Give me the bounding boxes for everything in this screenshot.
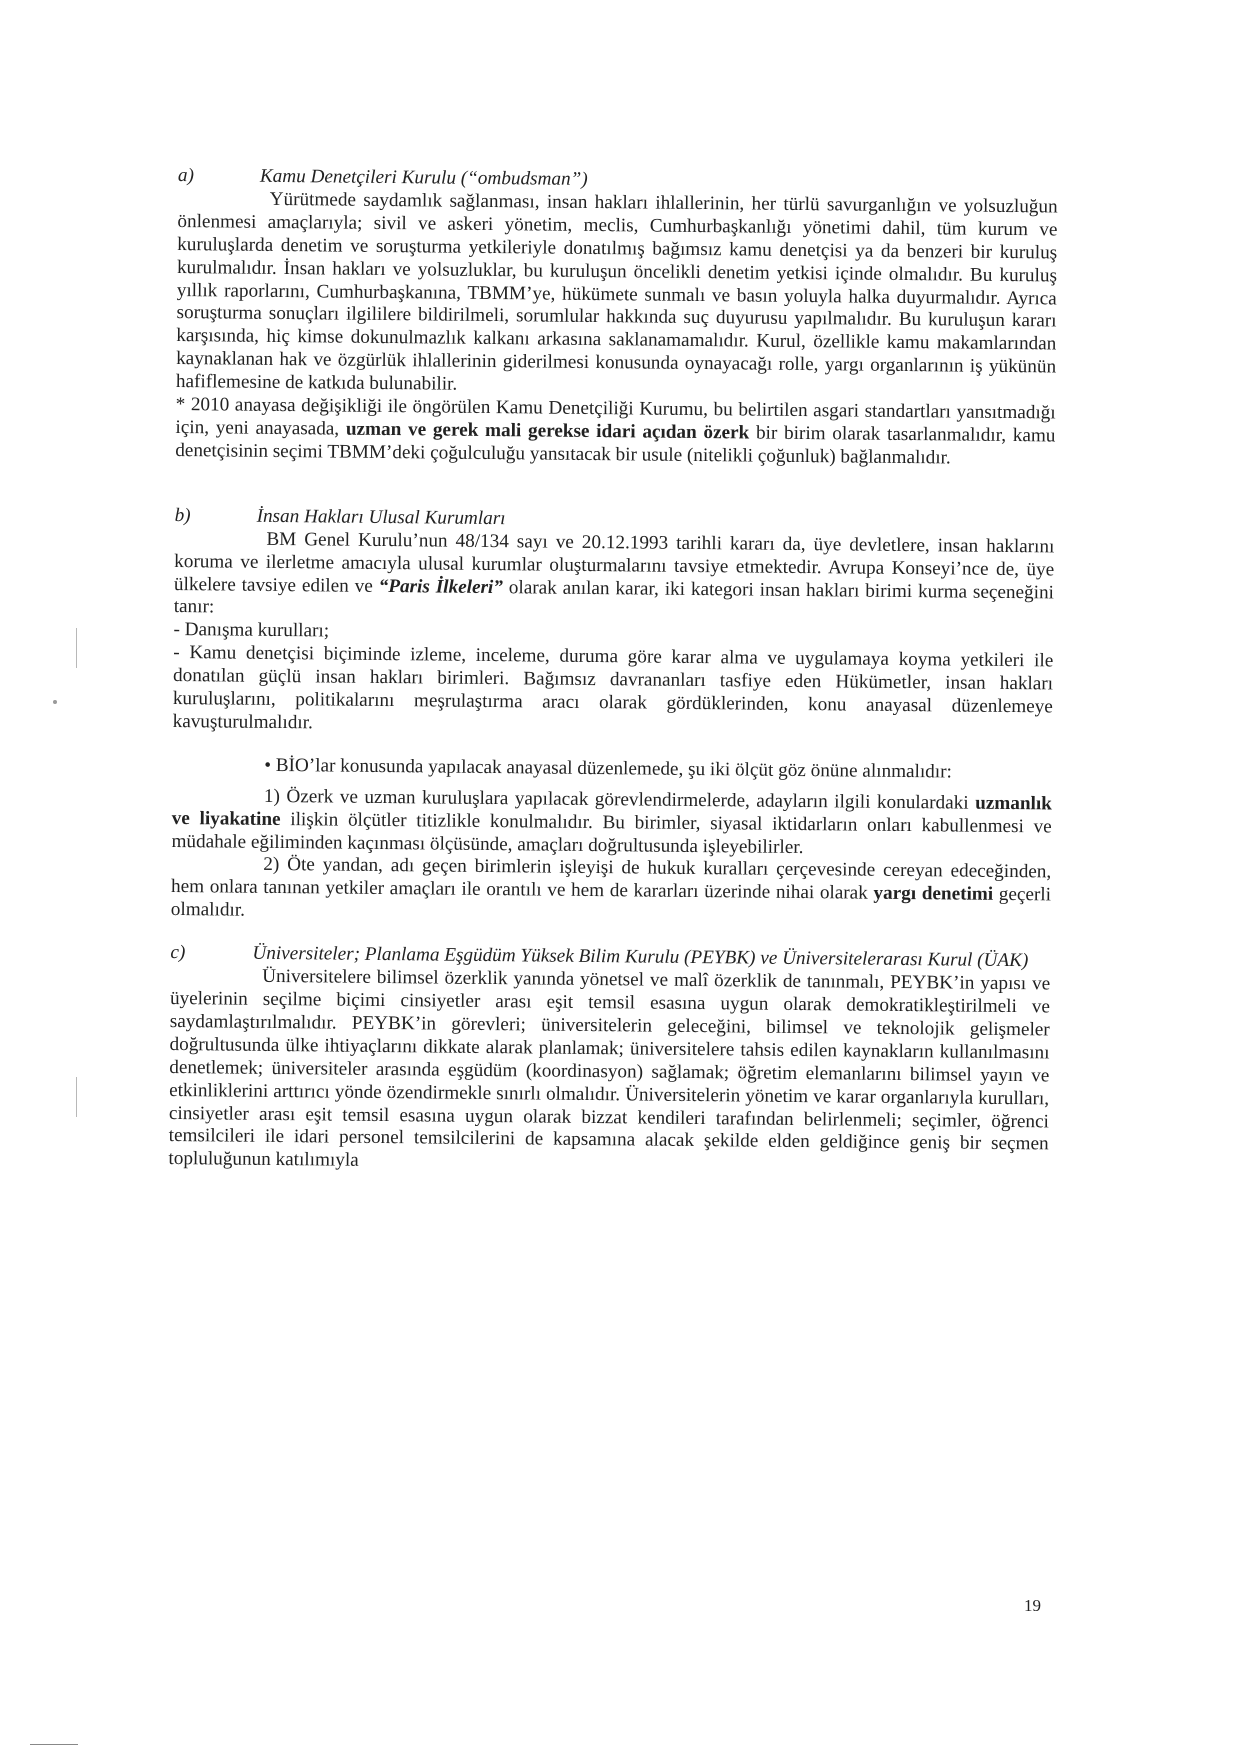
scan-speck bbox=[53, 700, 57, 704]
section-c-paragraph: Üniversitelere bilimsel özerklik yanında yönetsel ve malî özerklik de tanınmalı, PEYBK’in yapısı ve üyelerinin seçilme biçimi cinsiyetler arası eşit temsil esasına uygun olarak demokratikleştirilmeli ve saydamlaştırılmalıdır. PEYBK’in görevleri; üniversitelerin geleceğini, bilimsel ve teknolojik gelişmeler doğrultusunda ülke ihtiyaçlarını dikkate alarak planlamak; üniversitelere tahsis edilen kaynakların kullanılmasını denetlemek; üniversiteler arasında eşgüdüm (koordinasyon) sağlamak; öğretim elemanlarını bilimsel yayın ve etkinliklerini arttırıcı yönde özendirmekle sınırlı olmalıdır. Üniversitelerin yönetim ve karar organlarıyla kurulları, cinsiyetler arası eşit temsil esasına uygun olarak bizzat kendileri tarafından belirlenmeli; seçimler, öğrenci temsilcileri ile idari personel temsilcilerini de kapsamına alacak şekilde elden geldiğince geniş bir seçmen topluluğunun katılımıyla bbox=[168, 965, 1051, 1172]
paragraph-text-end: olarak anılan karar, iki kategori insan hakları birimi kurma seçeneğini tanır: bbox=[173, 576, 1055, 618]
page-number: 19 bbox=[1024, 1596, 1041, 1615]
section-a-note bbox=[175, 394, 1056, 471]
paris-principles-text: “Paris İlkeleri” bbox=[378, 575, 504, 598]
criterion-1 bbox=[171, 785, 1052, 862]
scan-edge-line bbox=[30, 1744, 78, 1745]
scan-margin-mark bbox=[76, 628, 77, 668]
section-c-title: Üniversiteler; Planlama Eşgüdüm Yüksek Bilim Kurulu (PEYBK) ve Üniversitelerarası Kurul (ÜAK) bbox=[252, 942, 1029, 972]
section-a-title: Kamu Denetçileri Kurulu (“ombudsman”) bbox=[259, 165, 588, 190]
note-bold-text: uzman ve gerek mali gerekse idari açıdan özerk bbox=[345, 418, 750, 444]
note-text-end: bir birim olarak tasarlanmalıdır, kamu denetçisinin seçimi TBMM’deki çoğulculuğu yansıtacak bir usule (nitelikli çoğunluk) bağlanmalıdır. bbox=[175, 422, 1056, 469]
list-item: - Danışma kurulları; bbox=[173, 619, 330, 642]
criterion-text-end: geçerli olmalıdır. bbox=[170, 884, 1052, 921]
bullet-paragraph: • BİO’lar konusunda yapılacak anayasal düzenlemede, şu iki ölçüt göz önüne alınmalıdır: bbox=[264, 754, 952, 783]
criterion-text: 1) Özerk ve uzman kuruluşlara yapılacak görevlendirmelerde, adayların ilgili konulardaki bbox=[263, 785, 969, 814]
note-text: * 2010 anayasa değişikliği ile öngörülen Kamu Denetçiliği Kurumu, bu belirtilen asgari standartları yansıtmadığı için, yeni anayasada, bbox=[175, 394, 1056, 440]
section-a-paragraph: Yürütmede saydamlık sağlanması, insan hakları ihlallerinin, her türlü savurganlığın ve yolsuzluğun önlenmesi amaçlarıyla; sivil ve askeri yönetim, meclis, Cumhurbaşkanlığı yönetimi dahil, tüm kurum ve kuruluşlarda denetim ve soruşturma yetkileriyle donatılmış bağımsız kamu denetçisi ya da benzeri bir kuruluş kurulmalıdır. İnsan hakları ve yolsuzluklar, bu kuruluşun öncelikli denetim yetkisi içinde olmalıdır. Bu kuruluş yıllık raporlarını, Cumhurbaşkanına, TBMM’ye, hükümete sunmalı ve basın yoluyla halka duyurmalıdır. Ayrıca soruşturma sonuçları ilgililere bildirilmeli, sorumlular hakkında suç duyurusu yapılmalıdır. Bu kuruluşun kararı karşısında, hiç kimse dokunulmazlık kalkanı arkasına saklanamamalıdır. Kurul, özellikle kamu makamlarından kaynaklanan hak ve özgürlük ihlallerinin giderilmesi konusunda oynayacağı rolle, yargı organlarının iş yükünün hafiflemesine de katkıda bulunabilir. bbox=[175, 188, 1058, 395]
section-b-marker: b) bbox=[174, 504, 191, 526]
criterion-text-end: ilişkin ölçütler titizlikle konulmalıdır. Bu birimler, siyasal iktidarların onları kabullenmesi ve müdahale eğiliminden kaçınması ölçüsünde, amaçları doğrultusunda işleyebilirler. bbox=[171, 808, 1052, 858]
paragraph-text: BM Genel Kurulu’nun 48/134 sayı ve 20.12.1993 tarihli kararı da, üye devletlere, insan haklarını koruma ve ilerletme amacıyla ulusal kurumlar oluşturmalarını tavsiye etmektedir. Avrupa Konseyi’nce de, üye ülkelere tavsiye edilen ve bbox=[173, 528, 1055, 597]
criterion-bold-text: uzmanlık ve liyakatine bbox=[171, 792, 1053, 830]
criterion-2 bbox=[171, 853, 1052, 930]
section-a-marker: a) bbox=[177, 165, 194, 187]
criterion-text: 2) Öte yandan, adı geçen birimlerin işleyişi de hukuk kuralları çerçevesinde cereyan edeceğinden, hem onlara tanınan yetkiler amaçları ile orantılı ve hem de kararları üzerinde nihai olarak bbox=[170, 854, 1052, 905]
criterion-bold-text: yargı denetimi bbox=[873, 883, 994, 906]
section-c-marker: c) bbox=[170, 942, 186, 964]
list-item: - Kamu denetçisi biçiminde izleme, inceleme, duruma göre karar alma ve uygulamaya koyma yetkileri ile donatılan güçlü insan hakları birimleri. Bağımsız davrananları tasfiye eden Hükümetler, insan hakları kuruluşlarını, politikalarını meşrulaştırma aracı olarak gördüklerinden, konu anayasal düzenlemeye kavuşturulmalıdır. bbox=[172, 642, 1054, 734]
section-b-title: İnsan Hakları Ulusal Kurumları bbox=[256, 505, 506, 529]
document-body bbox=[168, 165, 1058, 1180]
section-b-paragraph bbox=[174, 528, 1055, 628]
scan-margin-mark bbox=[76, 1077, 77, 1117]
